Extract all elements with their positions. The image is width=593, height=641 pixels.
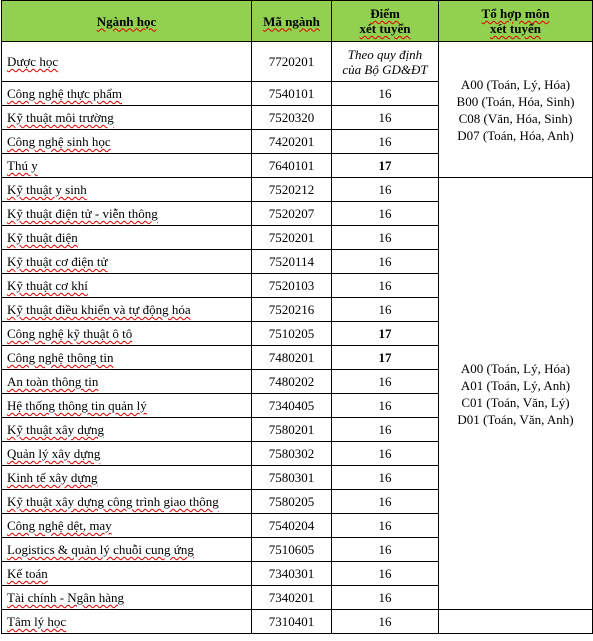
major-name: Logistics & quản lý chuỗi cung ứng: [7, 542, 194, 557]
admission-score: 16: [332, 562, 439, 586]
admission-table: [1, 0, 593, 634]
major-name: Kỹ thuật y sinh: [7, 182, 87, 197]
major-name-cell: [2, 178, 252, 202]
admission-score: 16: [332, 442, 439, 466]
major-name-cell: [2, 346, 252, 370]
major-code: 7720201: [252, 42, 332, 82]
major-code: 7340301: [252, 562, 332, 586]
admission-score: 16: [332, 274, 439, 298]
major-code: 7510605: [252, 538, 332, 562]
major-name: Công nghệ thực phẩm: [7, 86, 123, 101]
major-name: Hệ thống thông tin quản lý: [7, 398, 147, 413]
major-name: Kỹ thuật điện: [7, 230, 78, 245]
major-name: An toàn thông tin: [7, 374, 99, 389]
major-name-cell: [2, 82, 252, 106]
major-name: Kỹ thuật điều khiển và tự động hóa: [7, 302, 191, 317]
admission-score: Theo quy định của Bộ GD&ĐT: [332, 42, 439, 82]
major-code: 7520212: [252, 178, 332, 202]
major-name-cell: [2, 538, 252, 562]
subject-combo: A01 (Toán, Lý, Anh): [460, 377, 571, 393]
major-code: 7520103: [252, 274, 332, 298]
subject-combo-cell: [439, 178, 593, 610]
admission-score: 16: [332, 226, 439, 250]
major-code: 7580301: [252, 466, 332, 490]
major-code: 7520216: [252, 298, 332, 322]
major-name-cell: [2, 42, 252, 82]
admission-score: 16: [332, 178, 439, 202]
admission-score: 16: [332, 394, 439, 418]
major-name-cell: [2, 322, 252, 346]
header-score-line2: xét tuyển: [359, 21, 411, 36]
major-name: Kỹ thuật điện tử - viễn thông: [7, 206, 158, 221]
major-code: 7310401: [252, 610, 332, 634]
table-body: [2, 42, 593, 634]
admission-score: 16: [332, 586, 439, 610]
major-code: 7340405: [252, 394, 332, 418]
subject-combo: D01 (Toán, Văn, Anh): [457, 411, 574, 427]
admission-score: 16: [332, 250, 439, 274]
major-name: Kỹ thuật xây dựng: [7, 422, 104, 437]
major-code: 7580201: [252, 418, 332, 442]
admission-score: 16: [332, 370, 439, 394]
major-name: Quản lý xây dựng: [7, 446, 101, 461]
major-code: 7580302: [252, 442, 332, 466]
subject-combo-cell: [439, 42, 593, 178]
major-code: 7580205: [252, 490, 332, 514]
major-code: 7480202: [252, 370, 332, 394]
major-name: Kỹ thuật môi trường: [7, 110, 114, 125]
major-name-cell: [2, 274, 252, 298]
major-name: Công nghệ sinh học: [7, 134, 111, 149]
subject-combo: D07 (Toán, Hóa, Anh): [457, 127, 574, 143]
admission-score: 16: [332, 490, 439, 514]
major-name-cell: [2, 106, 252, 130]
table-row: [2, 610, 593, 634]
major-name-cell: [2, 562, 252, 586]
major-name-cell: [2, 394, 252, 418]
major-name: Công nghệ dệt, may: [7, 518, 112, 533]
admission-score: 16: [332, 610, 439, 634]
major-name: Dược học: [7, 54, 59, 69]
major-name: Tài chính - Ngân hàng: [7, 590, 124, 605]
major-code: 7540204: [252, 514, 332, 538]
major-code: 7520320: [252, 106, 332, 130]
admission-score: 16: [332, 538, 439, 562]
header-score: [332, 1, 439, 42]
admission-score: 16: [332, 514, 439, 538]
major-name: Kỹ thuật cơ điện tử: [7, 254, 108, 269]
subject-combo: A00 (Toán, Lý, Hóa): [460, 360, 571, 376]
subject-combo: C08 (Văn, Hóa, Sinh): [458, 110, 573, 126]
table-row: [2, 178, 593, 202]
subject-combo: A00 (Toán, Lý, Hóa): [460, 76, 571, 92]
major-name: Kinh tế xây dựng: [7, 470, 98, 485]
subject-combo: B00 (Toán, Hóa, Sinh): [456, 93, 575, 109]
major-name-cell: [2, 226, 252, 250]
admission-score: 16: [332, 466, 439, 490]
subject-combo: C01 (Toán, Văn, Lý): [461, 394, 570, 410]
major-name-cell: [2, 610, 252, 634]
table-header: [2, 1, 593, 42]
subject-combo-cell: [439, 610, 593, 634]
major-code: 7640101: [252, 154, 332, 178]
admission-score: 17: [332, 154, 439, 178]
major-name-cell: [2, 370, 252, 394]
major-code: 7520207: [252, 202, 332, 226]
major-name: Công nghệ kỹ thuật ô tô: [7, 326, 133, 341]
major-code: 7480201: [252, 346, 332, 370]
header-code: [252, 1, 332, 42]
header-code-label: Mã ngành: [263, 13, 320, 29]
major-name: Kế toán: [7, 566, 48, 581]
header-combo-line1: Tổ hợp môn: [481, 6, 550, 21]
major-name-cell: [2, 154, 252, 178]
major-name: Kỹ thuật xây dựng công trình giao thông: [7, 494, 219, 509]
admission-score: 16: [332, 106, 439, 130]
major-code: 7520201: [252, 226, 332, 250]
major-name: Thú y: [7, 158, 38, 173]
major-code: 7540101: [252, 82, 332, 106]
admission-score: 17: [332, 346, 439, 370]
major-code: 7520114: [252, 250, 332, 274]
admission-score: 16: [332, 418, 439, 442]
major-name: Công nghệ thông tin: [7, 350, 114, 365]
major-code: 7340201: [252, 586, 332, 610]
major-name-cell: [2, 418, 252, 442]
header-score-line1: Điểm: [370, 6, 400, 21]
admission-score: 16: [332, 130, 439, 154]
admission-score: 16: [332, 82, 439, 106]
major-name-cell: [2, 490, 252, 514]
major-name-cell: [2, 298, 252, 322]
header-combo: [439, 1, 593, 42]
major-name-cell: [2, 514, 252, 538]
header-major: [2, 1, 252, 42]
header-combo-line2: xét tuyển: [490, 21, 541, 36]
admission-score: 16: [332, 202, 439, 226]
major-code: 7420201: [252, 130, 332, 154]
major-name: Tâm lý học: [7, 614, 67, 629]
major-code: 7510205: [252, 322, 332, 346]
major-name-cell: [2, 442, 252, 466]
header-major-label: Ngành học: [96, 13, 157, 29]
major-name: Kỹ thuật cơ khí: [7, 278, 88, 293]
major-name-cell: [2, 250, 252, 274]
major-name-cell: [2, 130, 252, 154]
major-name-cell: [2, 202, 252, 226]
admission-score: 16: [332, 298, 439, 322]
table-row: [2, 42, 593, 82]
major-name-cell: [2, 466, 252, 490]
major-name-cell: [2, 586, 252, 610]
admission-score: 17: [332, 322, 439, 346]
